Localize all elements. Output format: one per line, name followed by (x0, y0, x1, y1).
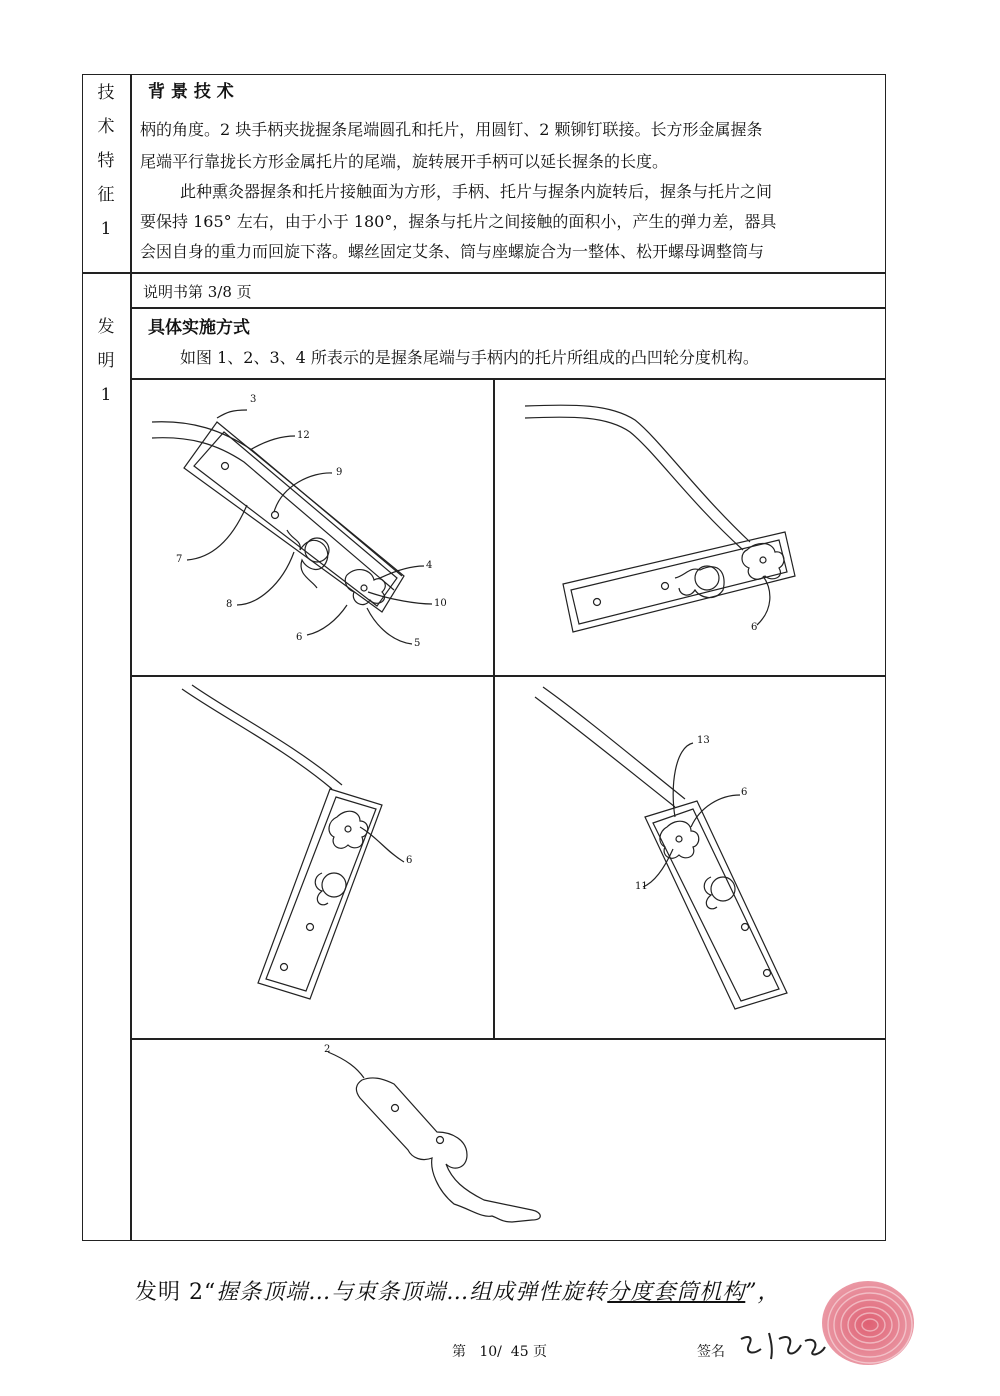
title-suffix: ”， (745, 1280, 781, 1305)
fig4-callout-6: 6 (741, 787, 748, 798)
fig1-callout-4: 4 (426, 560, 433, 571)
fig2-callout-6: 6 (751, 622, 758, 633)
signature-label: 签名 (697, 1344, 725, 1360)
handwritten-signature (735, 1325, 830, 1365)
fig1-callout-9: 9 (336, 467, 343, 478)
figure-2 (495, 380, 885, 674)
section-divider (82, 272, 886, 274)
fig1-callout-8: 8 (226, 599, 233, 610)
fig1-callout-10: 10 (434, 598, 447, 609)
figure-1 (132, 380, 492, 674)
fig2-plate-outline (563, 532, 795, 632)
fig1-leader-6 (307, 605, 347, 635)
fig1-leader-10 (368, 592, 432, 604)
fig1-callout-3: 3 (250, 394, 257, 405)
title-prefix: 发明 2“ (135, 1280, 217, 1305)
fig4-plate-outline (645, 801, 787, 1009)
title-main: 握条顶端…与束条顶端…组成弹性旋转 (216, 1280, 608, 1305)
fig4-leader-6 (691, 795, 740, 827)
fig4-callout-11: 11 (635, 881, 648, 892)
section1-line4: 要保持 165° 左右，由于小于 180°，握条与托片之间接触的面积小，产生的弹力差，器具 (140, 212, 777, 231)
section2-heading: 具体实施方式 (148, 318, 250, 338)
section1-line1: 柄的角度。2 块手柄夹拢握条尾端圆孔和托片，用圆钉、2 颗铆钉联接。长方形金属握条 (140, 120, 763, 139)
spec-page-number: 说明书第 3/8 页 (143, 283, 252, 301)
fig5-callout-2: 2 (324, 1044, 331, 1055)
section2-label: 发 明 1 (97, 317, 115, 405)
fig1-leader-3 (217, 410, 247, 418)
fig3-callout-6: 6 (406, 855, 413, 866)
section2-paragraph: 如图 1、2、3、4 所表示的是握条尾端与手柄内的托片所组成的凸凹轮分度机构。 (180, 348, 759, 367)
section1-line5: 会因自身的重力而回旋下落。螺丝固定艾条、筒与座螺旋合为一整体、松开螺母调整筒与 (140, 242, 765, 261)
page-number: 第 10/ 45 页 (452, 1344, 548, 1360)
fig1-handle-outline (184, 422, 404, 612)
section1-line3: 此种熏灸器握条和托片接触面为方形，手柄、托片与握条内旋转后，握条与托片之间 (180, 182, 773, 201)
fig1-callout-6: 6 (296, 632, 303, 643)
fig1-callout-12: 12 (297, 430, 310, 441)
figure-5 (132, 1040, 884, 1240)
figure-4 (495, 677, 885, 1037)
fig3-plate-outline (258, 789, 382, 999)
fingerprint-stamp (818, 1275, 918, 1370)
title-underlined: 分度套筒机构 (607, 1280, 746, 1305)
spec-page-divider (130, 307, 886, 309)
fig5-leader-2 (328, 1052, 364, 1078)
fig1-callout-7: 7 (176, 554, 183, 565)
section1-line2: 尾端平行靠拢长方形金属托片的尾端，旋转展开手柄可以延长握条的长度。 (140, 152, 669, 171)
fig4-callout-13: 13 (697, 735, 710, 746)
fig5-handle-outline (356, 1078, 540, 1222)
fig1-leader-5 (367, 608, 412, 644)
fig1-leader-8 (237, 552, 294, 605)
section1-heading: 背 景 技 术 (148, 82, 234, 102)
invention-2-title (135, 1275, 895, 1306)
fig1-leader-4 (380, 566, 424, 578)
figure-3 (132, 677, 492, 1037)
section1-label: 技 术 特 征 1 (97, 83, 115, 239)
fig1-leader-12 (250, 436, 295, 450)
fig1-callout-5: 5 (414, 638, 421, 649)
fig1-leader-7 (187, 505, 247, 560)
